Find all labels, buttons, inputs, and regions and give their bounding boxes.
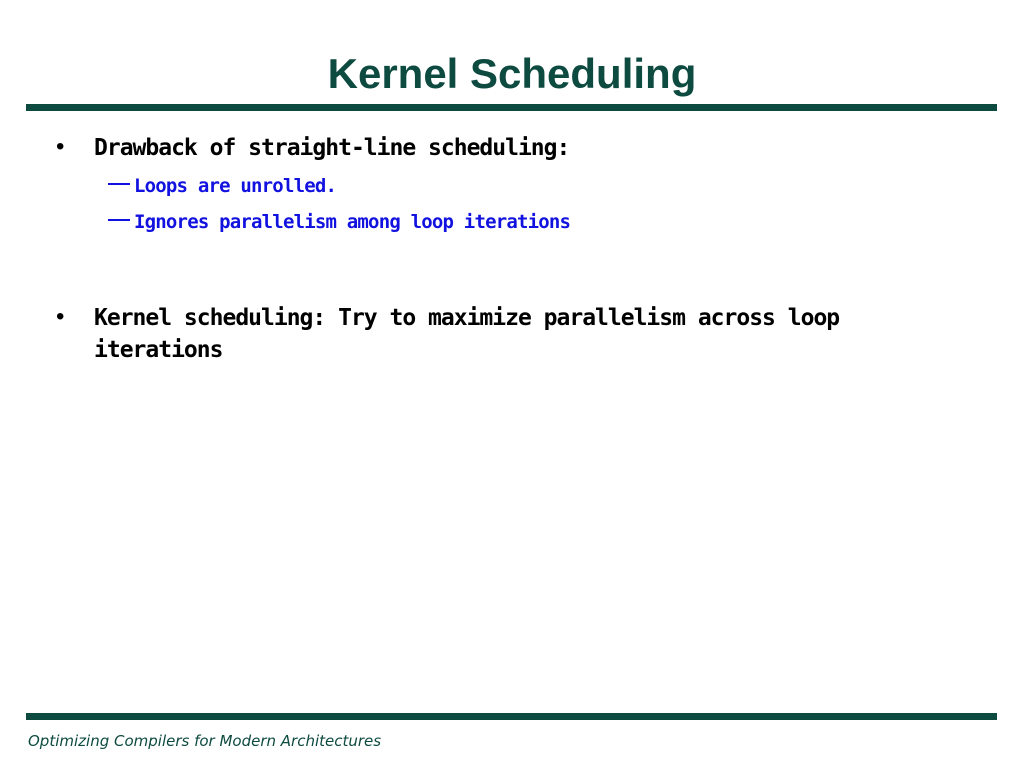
sub-bullet-item [108,173,336,199]
bullet-item: Drawback of straight-line scheduling: [94,135,570,161]
footer-text: Optimizing Compilers for Modern Architectures [28,732,382,750]
sub-bullet-text: Ignores parallelism among loop iterations [134,211,571,233]
dash-icon [108,219,130,221]
dash-icon [108,183,130,185]
bullet-item: Kernel scheduling: Try to maximize parallelism across loop iterations [94,305,840,363]
footer-divider [26,713,997,720]
slide-title: Kernel Scheduling [327,50,697,97]
sub-bullet-text: Loops are unrolled. [134,175,337,197]
bullet-icon: • [56,133,65,160]
sub-bullet-item [108,209,570,235]
bullet-icon: • [56,303,65,330]
